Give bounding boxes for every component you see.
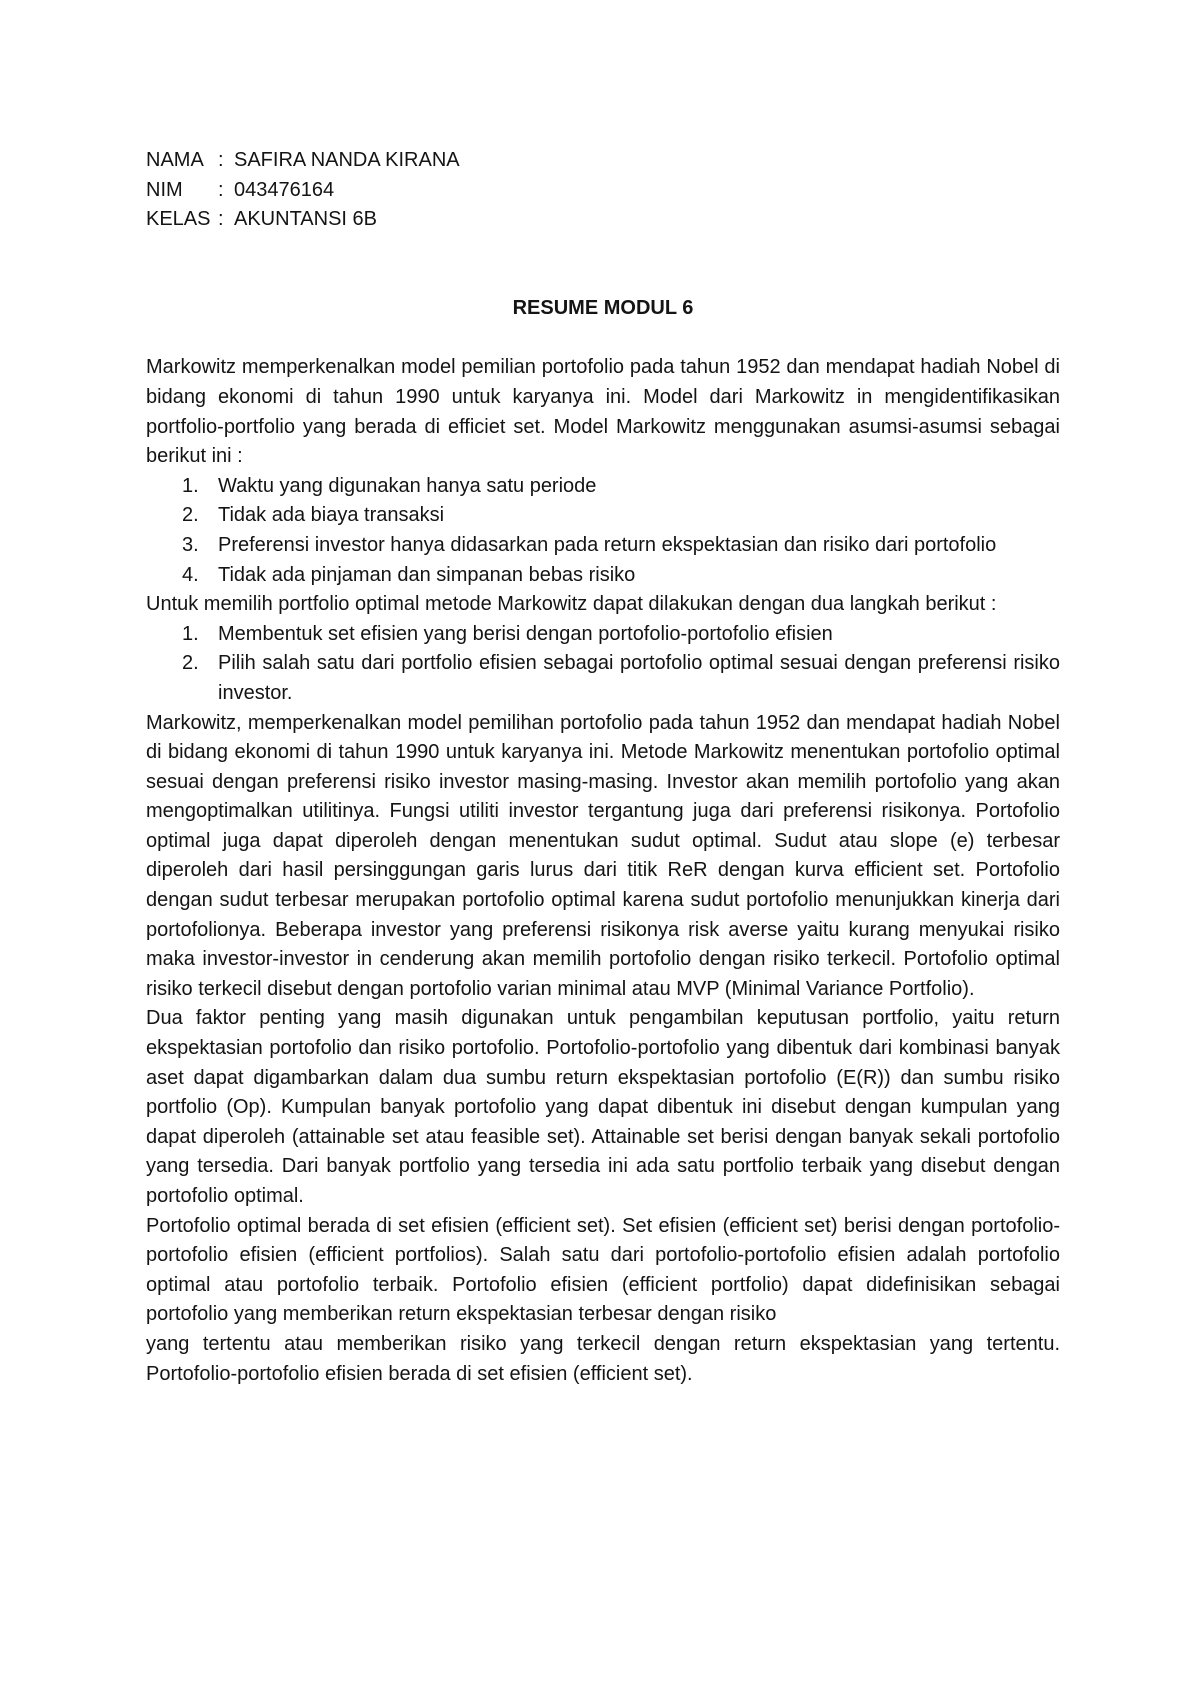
class-label: KELAS [146, 208, 211, 231]
name-separator: : [218, 149, 224, 171]
list-item-number: 3. [182, 533, 199, 556]
list-item [182, 561, 1060, 591]
list-item [182, 620, 1060, 650]
list-item-number: 2. [182, 504, 199, 527]
name-value: SAFIRA NANDA KIRANA [234, 149, 460, 171]
intro-paragraph: Markowitz memperkenalkan model pemilian portofolio pada tahun 1952 dan mendapat hadiah Nobel di bidang ekonomi di tahun 1990 untuk karyanya ini. Model dari Markowitz in mengidentifikasikan portfolio-portfolio yang berada di efficiet set. Model Markowitz menggunakan asumsi-asumsi sebagai berikut ini : [146, 356, 1060, 468]
steps-intro-paragraph: Untuk memilih portfolio optimal metode Markowitz dapat dilakukan dengan dua langkah berikut : [146, 593, 997, 616]
nim-row [146, 176, 1060, 206]
list-item-number: 4. [182, 563, 199, 586]
name-label: NAMA [146, 149, 204, 171]
list-item [182, 649, 1060, 708]
assumptions-list [146, 472, 1060, 590]
list-item-text: Preferensi investor hanya didasarkan pada return ekspektasian dan risiko dari portofolio [218, 533, 997, 556]
nim-value: 043476164 [234, 178, 335, 201]
list-item [182, 472, 1060, 502]
body-paragraph: yang tertentu atau memberikan risiko yang terkecil dengan return ekspektasian yang tertentu. Portofolio-portofolio efisien berada di set efisien (efficient set). [146, 1332, 1060, 1385]
list-item-number: 1. [182, 622, 199, 645]
class-value: AKUNTANSI 6B [234, 208, 377, 231]
document-title: RESUME MODUL 6 [512, 296, 694, 319]
class-separator: : [218, 208, 224, 231]
list-item-text: Membentuk set efisien yang berisi dengan portofolio-portofolio efisien [218, 622, 833, 645]
list-item-text: Waktu yang digunakan hanya satu periode [218, 474, 597, 497]
list-item [182, 531, 1060, 561]
body-paragraph: Dua faktor penting yang masih digunakan untuk pengambilan keputusan portfolio, yaitu return ekspektasian portofolio dan risiko portofolio. Portofolio-portofolio yang dibentuk dari kombinasi banyak aset dapat digambarkan dalam dua sumbu return ekspektasian portofolio (E(R)) dan sumbu risiko portfolio (Op). Kumpulan banyak portofolio yang dapat dibentuk ini disebut dengan kumpulan yang dapat diperoleh (attainable set atau feasible set). Attainable set berisi dengan banyak sekali portofolio yang tersedia. Dari banyak portfolio yang tersedia ini ada satu portfolio terbaik yang disebut dengan portofolio optimal. [146, 1007, 1060, 1207]
nim-separator: : [218, 178, 224, 201]
list-item-text: Tidak ada pinjaman dan simpanan bebas risiko [218, 563, 636, 586]
list-item-text: Tidak ada biaya transaksi [218, 504, 445, 527]
student-info [146, 146, 1060, 235]
steps-list [146, 620, 1060, 709]
document-content [146, 146, 1060, 1389]
nim-label: NIM [146, 178, 183, 201]
list-item-number: 1. [182, 474, 199, 497]
class-row [146, 205, 1060, 235]
list-item [182, 501, 1060, 531]
body-paragraph: Markowitz, memperkenalkan model pemilihan portofolio pada tahun 1952 dan mendapat hadiah Nobel di bidang ekonomi di tahun 1990 untuk karyanya ini. Metode Markowitz menentukan portofolio optimal sesuai dengan preferensi risiko investor masing-masing. Investor akan memilih portofolio yang akan mengoptimalkan utilitinya. Fungsi utiliti investor tergantung juga dari preferensi risikonya. Portofolio optimal juga dapat diperoleh dengan menentukan sudut optimal. Sudut atau slope (e) terbesar diperoleh dari hasil persinggungan garis lurus dari titik ReR dengan kurva efficient set. Portofolio dengan sudut terbesar merupakan portofolio optimal karena sudut portofolio menunjukkan kinerja dari portofolionya. Beberapa investor yang preferensi risikonya risk averse yaitu kurang menyukai risiko maka investor-investor in cenderung akan memilih portofolio dengan risiko terkecil. Portofolio optimal risiko terkecil disebut dengan portofolio varian minimal atau MVP (Minimal Variance Portfolio). [146, 711, 1060, 1000]
body-paragraph: Portofolio optimal berada di set efisien (efficient set). Set efisien (efficient set) berisi dengan portofolio-portofolio efisien (efficient portfolios). Salah satu dari portofolio-portofolio efisien adalah portofolio optimal atau portofolio terbaik. Portofolio efisien (efficient portfolio) dapat didefinisikan sebagai portofolio yang memberikan return ekspektasian terbesar dengan risiko [146, 1214, 1060, 1326]
list-item-text: Pilih salah satu dari portfolio efisien sebagai portofolio optimal sesuai dengan preferensi risiko investor. [218, 652, 1060, 704]
list-item-number: 2. [182, 652, 199, 675]
name-row [146, 146, 1060, 176]
